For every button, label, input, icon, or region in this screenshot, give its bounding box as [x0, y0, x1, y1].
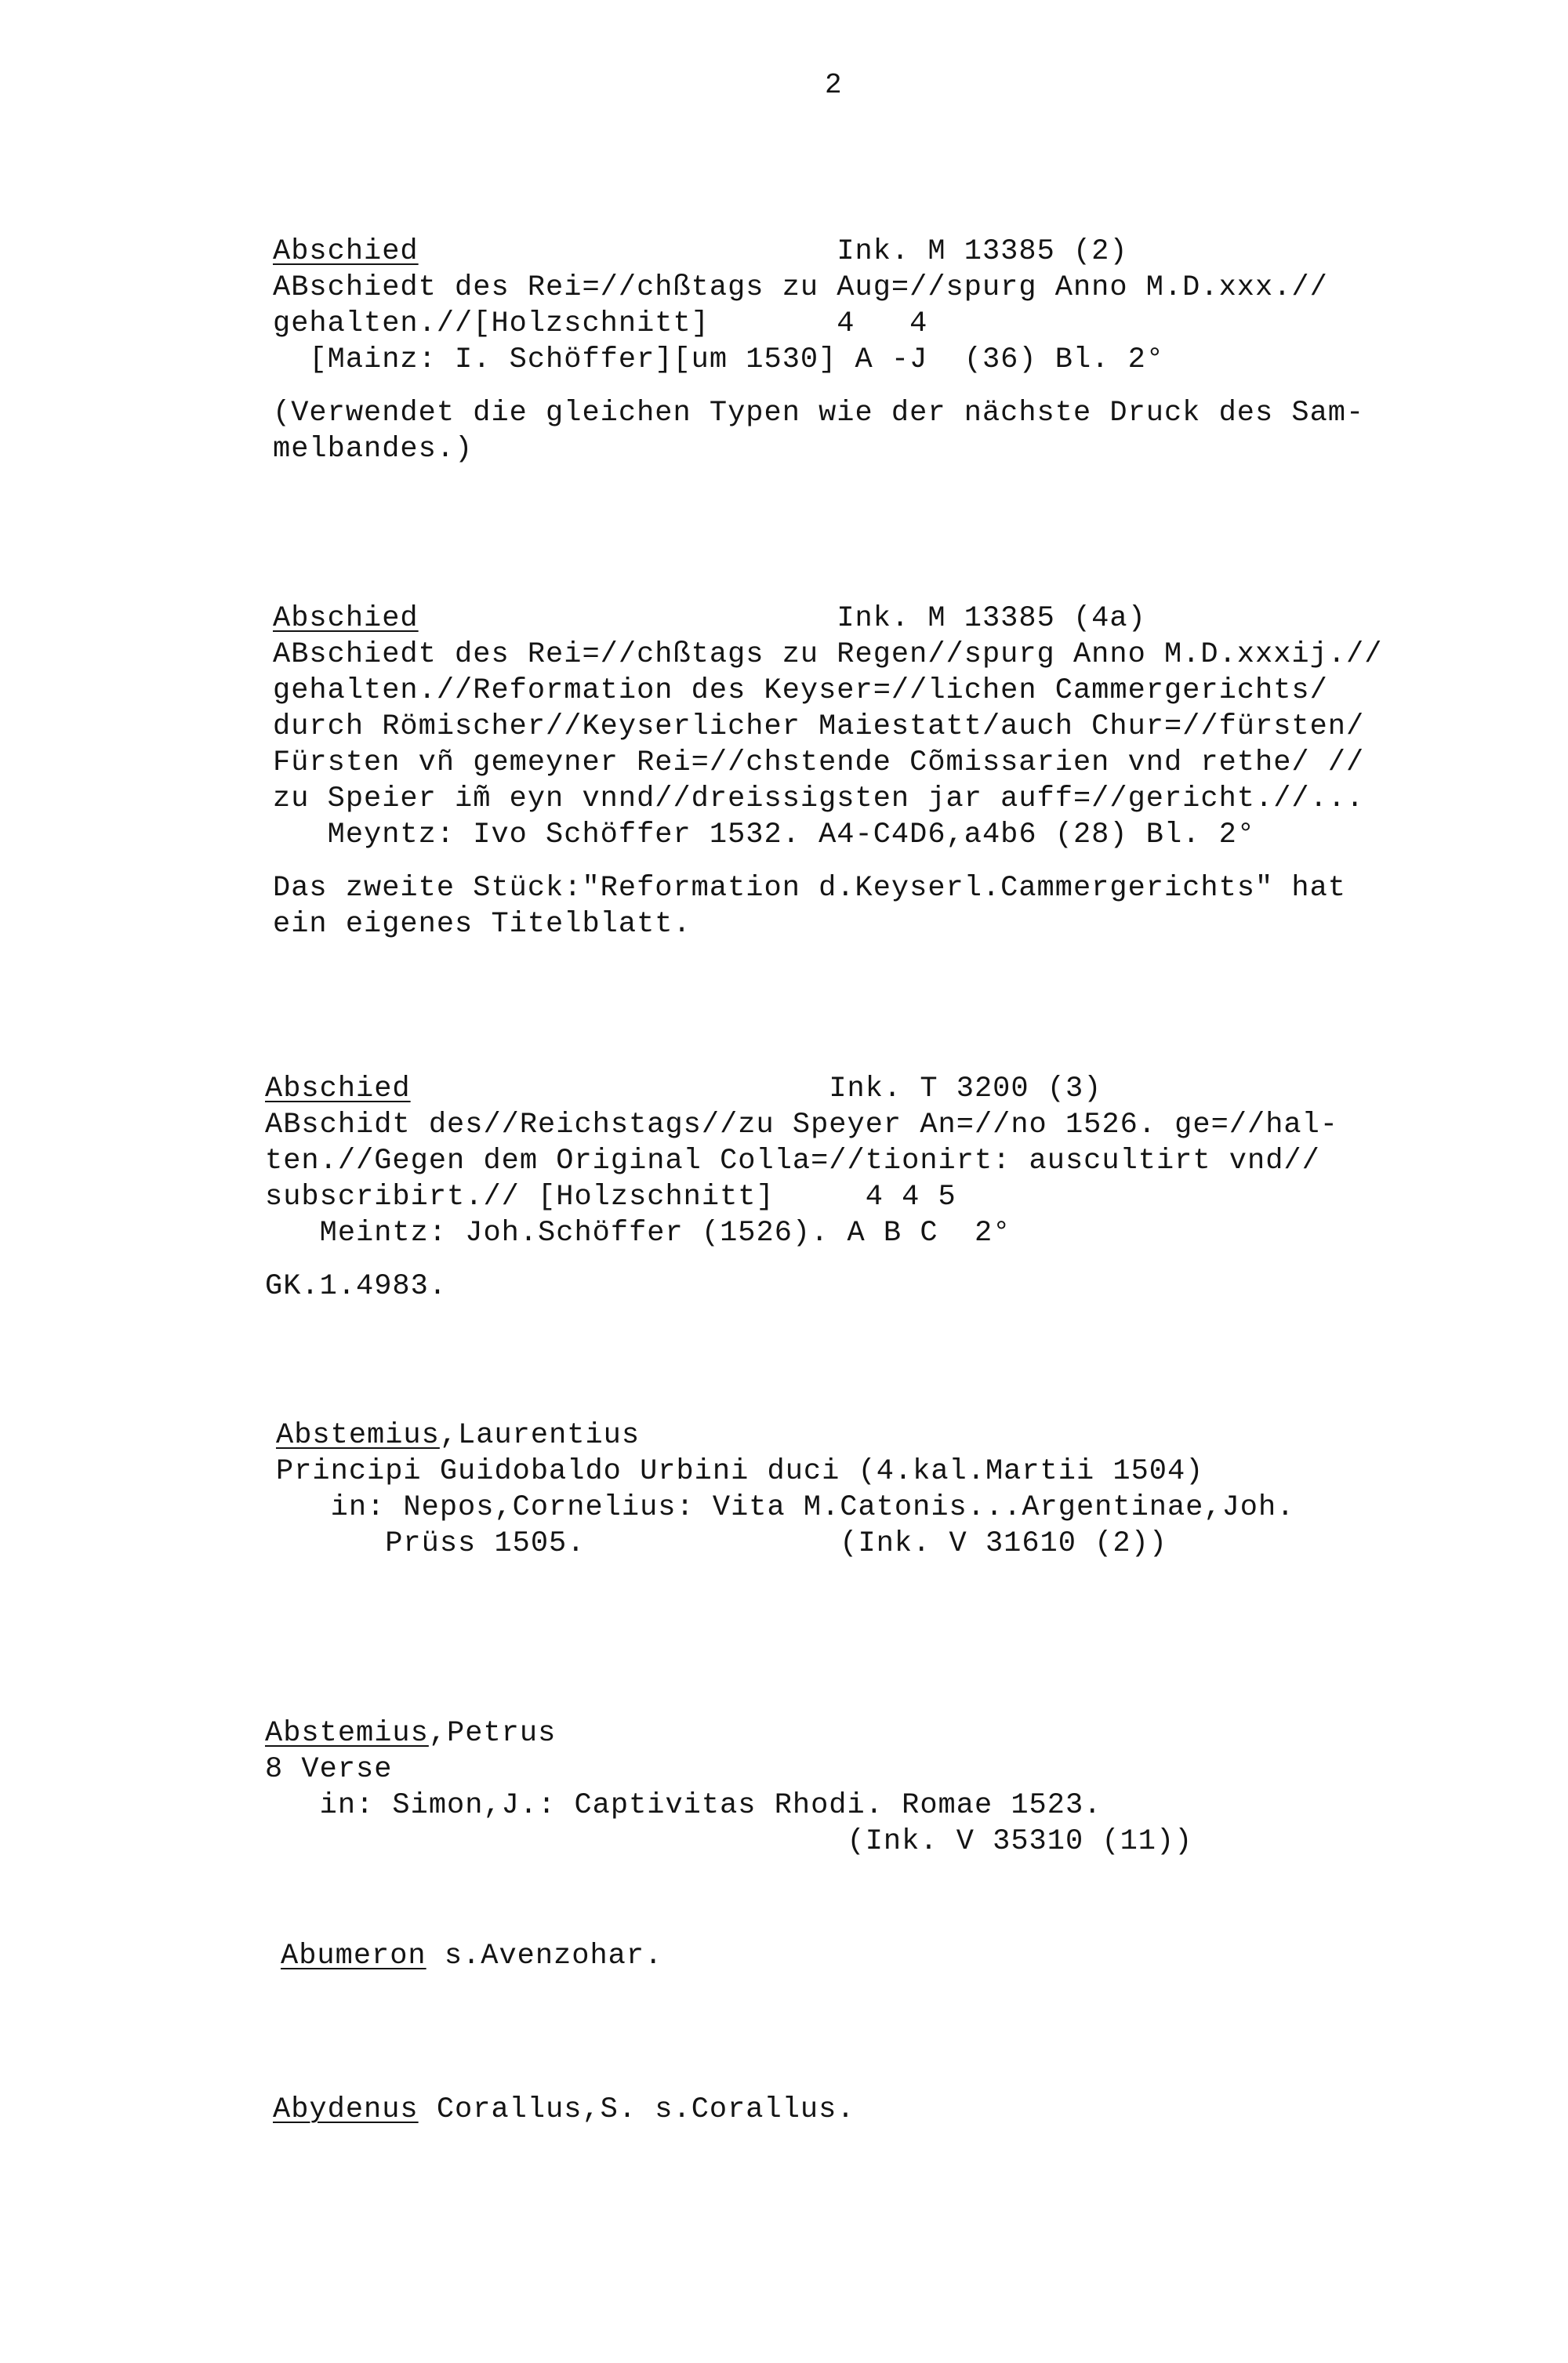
- entry-note: Das zweite Stück:"Reformation d.Keyserl.Cammergerichts" hat: [273, 872, 1347, 905]
- entry-line: [Mainz: I. Schöffer][um 1530] A -J (36) Bl. 2°: [273, 343, 1164, 376]
- entry-line: Meintz: Joh.Schöffer (1526). A B C 2°: [265, 1217, 1011, 1250]
- entry-line: ABschiedt des Rei=//chßtags zu Regen//spurg Anno M.D.xxxij.//: [273, 638, 1383, 671]
- entry-heading-line: [281, 1938, 662, 1974]
- entry-heading-line: [276, 1417, 1294, 1454]
- entry-line: gehalten.//Reformation des Keyser=//lichen Cammergerichts/: [273, 674, 1328, 707]
- entry-line: durch Römischer//Keyserlicher Maiestatt/auch Chur=//fürsten/: [273, 710, 1365, 743]
- entry-heading: Abstemius: [265, 1717, 429, 1750]
- entry-line: (Ink. V 35310 (11)): [265, 1825, 1193, 1858]
- catalog-entry: [273, 601, 1382, 942]
- entry-line: zu Speier im̃ eyn vnnd//dreissigsten jar auff=//gericht.//...: [273, 782, 1365, 815]
- entry-heading-line: [273, 601, 1382, 637]
- entry-line: subscribirt.// [Holzschnitt] 4 4 5: [265, 1181, 956, 1214]
- entry-heading-line: [265, 1715, 1192, 1751]
- entry-note: melbandes.): [273, 433, 474, 466]
- entry-heading-rest: ,Petrus: [428, 1717, 557, 1750]
- entry-heading-rest: ,Laurentius: [439, 1419, 641, 1452]
- entry-note: (Verwendet die gleichen Typen wie der nächste Druck des Sam-: [273, 397, 1365, 430]
- entry-line: Fürsten vñ gemeyner Rei=//chstende Cõmissarien vnd rethe/ //: [273, 746, 1365, 779]
- shelfmark: Ink. T 3200 (3): [829, 1073, 1102, 1105]
- entry-heading: Abschied: [265, 1073, 411, 1105]
- catalog-entry: [265, 1715, 1192, 1860]
- entry-line: ABschidt des//Reichstags//zu Speyer An=//no 1526. ge=//hal-: [265, 1109, 1339, 1142]
- page-number: 2: [825, 69, 842, 101]
- entry-note: GK.1.4983.: [265, 1270, 448, 1303]
- entry-line: Principi Guidobaldo Urbini duci (4.kal.Martii 1504): [276, 1455, 1204, 1488]
- entry-line: Prüss 1505. (Ink. V 31610 (2)): [276, 1527, 1167, 1560]
- catalog-entry: [273, 2092, 855, 2128]
- entry-line: in: Nepos,Cornelius: Vita M.Catonis...Argentinae,Joh.: [276, 1491, 1295, 1524]
- entry-line: ten.//Gegen dem Original Colla=//tionirt: auscultirt vnd//: [265, 1145, 1320, 1178]
- entry-heading: Abydenus: [273, 2093, 419, 2126]
- entry-line: Meyntz: Ivo Schöffer 1532. A4-C4D6,a4b6 (28) Bl. 2°: [273, 819, 1255, 851]
- entry-heading: Abumeron: [281, 1940, 426, 1973]
- entry-note: ein eigenes Titelblatt.: [273, 908, 691, 941]
- shelfmark: Ink. M 13385 (2): [837, 235, 1128, 268]
- entry-line: 8 Verse: [265, 1753, 393, 1786]
- entry-heading: Abschied: [273, 602, 419, 635]
- entry-heading: Abschied: [273, 235, 419, 268]
- entry-heading-line: [265, 1071, 1338, 1107]
- entry-heading-rest: Corallus,S. s.Corallus.: [418, 2093, 855, 2126]
- catalog-entry: [265, 1071, 1338, 1305]
- shelfmark: Ink. M 13385 (4a): [837, 602, 1146, 635]
- catalog-entry: [273, 234, 1364, 467]
- entry-line: ABschiedt des Rei=//chßtags zu Aug=//spurg Anno M.D.xxx.//: [273, 271, 1328, 304]
- entry-heading: Abstemius: [276, 1419, 440, 1452]
- entry-heading-rest: s.Avenzohar.: [426, 1940, 663, 1973]
- entry-line: in: Simon,J.: Captivitas Rhodi. Romae 1523.: [265, 1789, 1102, 1822]
- entry-line: gehalten.//[Holzschnitt] 4 4: [273, 307, 928, 340]
- catalog-entry: [281, 1938, 662, 1974]
- catalog-entry: [276, 1417, 1294, 1562]
- entry-heading-line: [273, 2092, 855, 2128]
- entry-heading-line: [273, 234, 1364, 270]
